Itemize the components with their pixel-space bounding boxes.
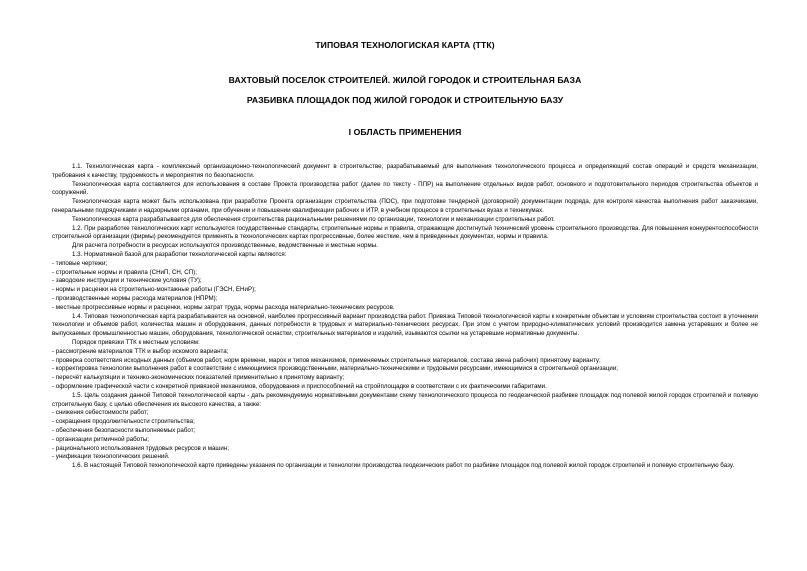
list-item: - производственные нормы расхода материалов (НПРМ); [52,294,218,302]
list-item: - заводские инструкции и технические условия (ТУ); [52,277,202,285]
goals-list [52,409,758,462]
section-heading: I ОБЛАСТЬ ПРИМЕНЕНИЯ [348,127,462,137]
binding-steps-list [52,348,758,392]
paragraph-development: Технологическая карта разрабатывается для обеспечения строительства рациональными решениями по организации, технологии и механизации строительных работ. [72,215,555,223]
paragraph-usage: Технологическая карта может быть использована при разработке Проекта организации строительства (ПОС), при подготовке тендерной (договорной) документации подряда, для контроля качества выполнения работ заказчиками, генеральными подрядчиками и надзорными органами, при обучении и повышении квалификации рабочих и ИТР, в учебном процессе в строительных вузах и техникумах. [52,198,758,214]
list-item: - проверка соответствия исходных данных (объемов работ, норм времени, марок и типов механизмов, применяемых строительных материалов, состава звена рабочих) принятому варианту; [52,356,601,364]
list-item: - рационального использования трудовых ресурсов и машин; [52,444,229,452]
document-subtitle-2: РАЗБИВКА ПЛОЩАДОК ПОД ЖИЛОЙ ГОРОДОК И СТРОИТЕЛЬНУЮ БАЗУ [246,95,564,105]
section-body [52,163,758,471]
list-item: - унификации технологических решений. [52,453,170,461]
list-item: - рассмотрение материалов ТТК и выбор искомого варианта; [52,347,229,355]
list-item: - строительные нормы и правила (СНиП, СН, СП); [52,268,197,276]
paragraph-1-5: 1.5. Цель создания данной Типовой технологической карты - дать рекомендуемую нормативными документами схему технологического процесса по геодезической разбивке площадок под полевой жилой городок строителей и полевую строительную базу, с целью обеспечения их высокого качества, а также: [52,391,758,408]
list-item: - снижения себестоимости работ; [52,409,149,417]
paragraph-1-3: 1.3. Нормативной базой для разработки технологической карты являются: [72,250,287,258]
list-item: - типовые чертежи; [52,259,108,267]
list-item: - обеспечения безопасности выполняемых работ; [52,426,196,434]
list-item: - корректировка технологии выполнения работ в соответствии с имеющимися производственными, материально-техническими и трудовыми ресурсами, имеющимися в строительной организации; [52,365,619,373]
paragraph-resources: Для расчета потребности в ресурсах используются производственные, ведомственные и местные нормы. [72,242,378,250]
list-item: - местные прогрессивные нормы и расценки, нормы затрат труда, нормы расхода материально-технических ресурсов. [52,303,395,311]
paragraph-1-6: 1.6. В настоящей Типовой технологической карте приведены указания по организации и технологии производства геодезических работ по разбивке площадок под полевой жилой городок строителей и полевую строительную базу. [72,462,735,470]
list-item: - нормы и расценки на строительно-монтажные работы (ГЭСН, ЕНиР); [52,286,256,294]
paragraph-1-4: 1.4. Типовая технологическая карта разрабатывается на основной, наиболее прогрессивный вариант производства работ. Привязка Типовой технологической карты к конкретным объектам и условиям строительства состоит в уточнении технологии и объемов работ, количества машин и оборудования, данных потребности в трудовых и материально-технических ресурсах. При этом с учетом природно-климатических условий производится замена устаревших и более не выпускаемых промышленностью машин, оборудования, технологической оснастки, строительных материалов и изделий, изымаются ссылки на устаревшие нормативные документы. [52,312,758,338]
paragraph-1-2: 1.2. При разработке технологических карт используются государственные стандарты, строительные нормы и правила, отражающие достигнутый технический уровень строительного производства. Для повышения конкурентоспособности строительной организации (фирмы) рекомендуется применять в технологических картах прогрессивные, более жесткие, чем в приведенных документах, нормы и правила. [52,224,758,241]
normative-base-list [52,260,758,313]
document-title: ТИПОВАЯ ТЕХНОЛОГИСКАЯ КАРТА (ТТК) [315,40,495,50]
list-item: - организации ритмичной работы; [52,435,149,443]
list-item: - оформление графической части с конкретной привязкой механизмов, оборудования и приспособлений на стройплощадке в соответствии с их фактическими габаритами. [52,382,547,390]
document-subtitle-1: ВАХТОВЫЙ ПОСЕЛОК СТРОИТЕЛЕЙ. ЖИЛОЙ ГОРОДОК И СТРОИТЕЛЬНАЯ БАЗА [228,75,582,85]
list-item: - пересчёт калькуляции и технико-экономических показателей применительно к принятому варианту; [52,374,345,382]
paragraph-purpose: Технологическая карта составляется для использования в составе Проекта производства работ (далее по тексту - ППР) на выполнение отдельных видов работ, основного и подготовительного периодов строительства объектов и сооружений. [52,180,758,197]
paragraph-binding-order: Порядок привязки ТТК к местным условиям: [72,338,200,346]
paragraph-1-1: 1.1. Технологическая карта - комплексный организационно-технологический документ в строительстве, разрабатываемый для выполнения технологического процесса и определяющий состав операций и средств механизации, требования к качеству, трудоемкость и мероприятия по безопасности. [52,163,758,179]
list-item: - сокращения продолжительности строительства; [52,418,195,426]
